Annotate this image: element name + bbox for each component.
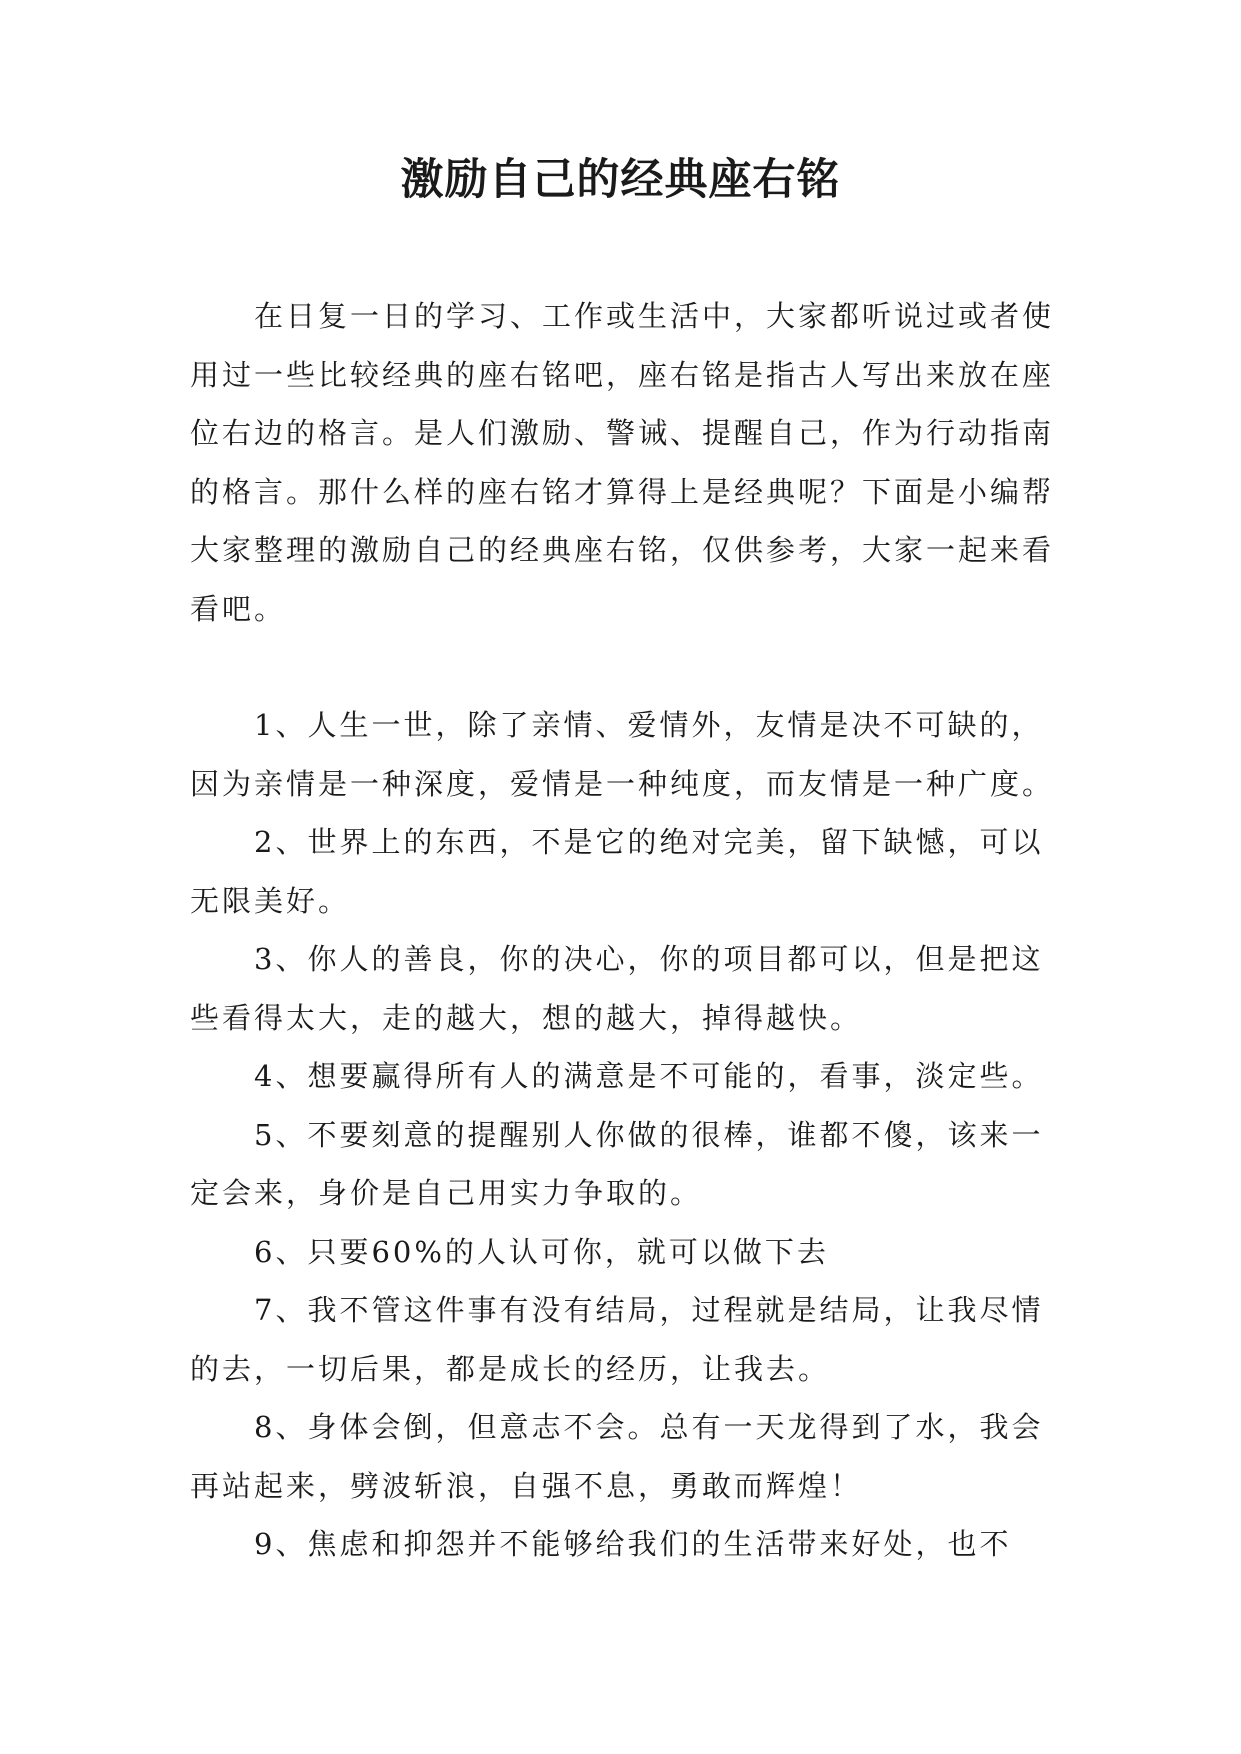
quote-item: 4、想要赢得所有人的满意是不可能的，看事，淡定些。 <box>254 1059 1044 1093</box>
intro-paragraph: 在日复一日的学习、工作或生活中，大家都听说过或者使用过一些比较经典的座右铭吧，座右铭是指古人写出来放在座位右边的格言。是人们激励、警诫、提醒自己，作为行动指南的格言。那什么样的座右铭才算得上是经典呢？下面是小编帮大家整理的激励自己的经典座右铭，仅供参考，大家一起来看看吧。 <box>190 299 1055 626</box>
quote-item: 3、你人的善良，你的决心，你的项目都可以，但是把这些看得太大，走的越大，想的越大，掉得越快。 <box>190 942 1044 1035</box>
quote-item: 9、焦虑和抑怨并不能够给我们的生活带来好处，也不 <box>254 1527 1012 1561</box>
quote-item: 1、人生一世，除了亲情、爱情外，友情是决不可缺的，因为亲情是一种深度，爱情是一种纯度，而友情是一种广度。 <box>190 708 1055 801</box>
quote-item: 7、我不管这件事有没有结局，过程就是结局，让我尽情的去，一切后果，都是成长的经历，让我去。 <box>190 1293 1044 1386</box>
quote-list <box>190 696 1070 1574</box>
quote-item: 5、不要刻意的提醒别人你做的很棒，谁都不傻，该来一定会来，身价是自己用实力争取的。 <box>190 1117 1044 1210</box>
quote-item: 2、世界上的东西，不是它的绝对完美，留下缺憾，可以无限美好。 <box>190 825 1044 918</box>
quote-item: 6、只要60%的人认可你，就可以做下去 <box>254 1234 829 1269</box>
quote-item: 8、身体会倒，但意志不会。总有一天龙得到了水，我会再站起来，劈波斩浪，自强不息，勇敢而辉煌！ <box>190 1410 1044 1503</box>
document-title: 激励自己的经典座右铭 <box>400 155 841 205</box>
